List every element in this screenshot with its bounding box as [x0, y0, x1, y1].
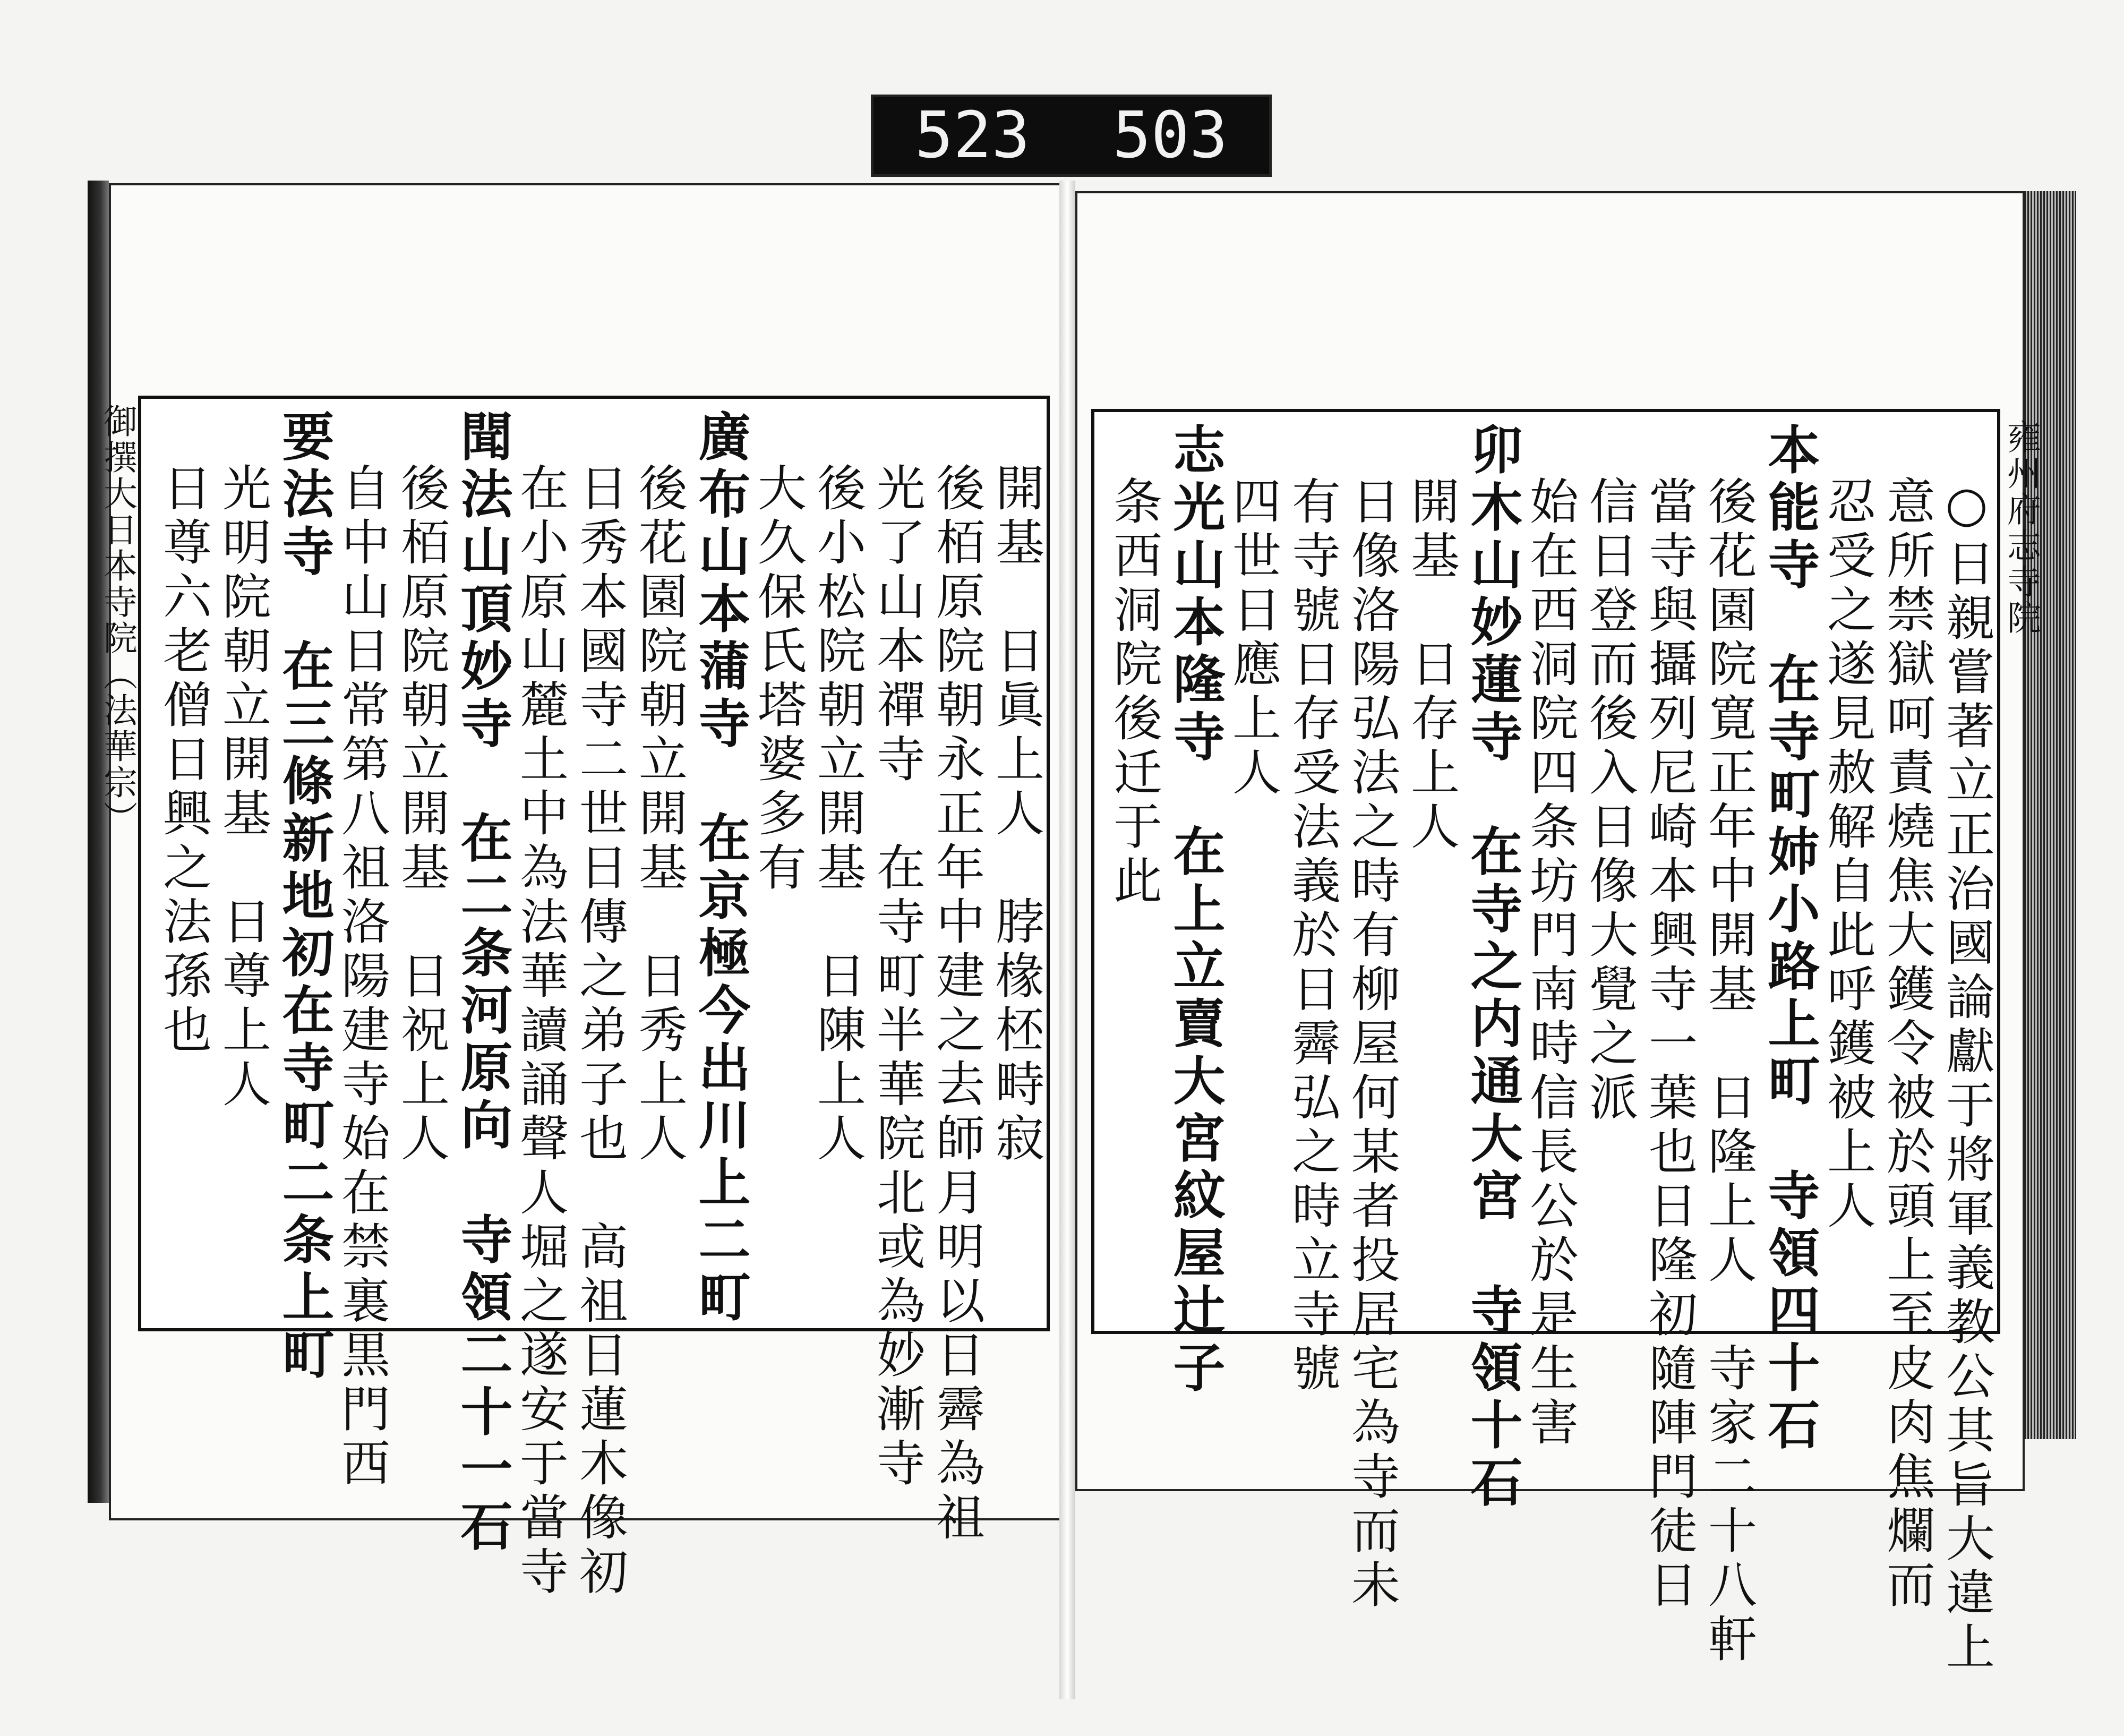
left-page-column: 光了山本禪寺 在寺町半華院北或為妙漸寺 — [869, 463, 926, 1492]
right-page-column: 条西洞院後迁于此 — [1106, 476, 1162, 909]
left-page-column: 後栢原院朝立開基 日祝上人 — [393, 463, 450, 1167]
right-page-column: 四世日應上人 — [1224, 476, 1281, 801]
catalog-number-left: 523 — [914, 99, 1030, 173]
right-page-column: 當寺與攝列尼崎本興寺一葉也日隆初隨陣門徒日 — [1641, 476, 1698, 1613]
right-page-column: 後花園院寛正年中開基 日隆上人 寺家二十八軒 — [1700, 476, 1757, 1667]
left-page-column: 日秀本國寺二世日傳之弟子也 高祖日蓮木像初 — [571, 463, 628, 1600]
left-page-column: 光明院朝立開基 日尊上人 — [215, 463, 271, 1113]
right-page-margin-title: 雍州府志寺院 — [2001, 420, 2041, 636]
left-page-column: 自中山日常第八祖洛陽建寺始在禁裏黒門西 — [333, 463, 390, 1492]
right-text-frame — [1091, 409, 2000, 1675]
right-page-column: 本能寺 在寺町姉小路上町 寺領四十石 — [1759, 423, 1820, 1455]
left-page-column: 聞法山頂妙寺 在二条河原向 寺領二十一石 — [452, 409, 513, 1557]
catalog-tag — [871, 95, 1272, 177]
gutter — [1059, 181, 1075, 1699]
left-page-margin-title: 御撰大日本寺院（法華宗） — [98, 404, 137, 837]
right-page-column: 忍受之遂見赦解自此呼鑊被上人 — [1819, 476, 1876, 1234]
catalog-number-right: 503 — [1112, 99, 1228, 173]
left-page-column: 後小松院朝立開基 日陳上人 — [809, 463, 866, 1167]
left-text-frame — [138, 396, 1050, 1600]
right-page-column: 意所禁獄呵責燒焦大鑊令被於頭上至皮肉焦爛而 — [1879, 476, 1935, 1613]
right-page-column: 開基 日存上人 — [1403, 476, 1460, 855]
right-page-column: 信日登而後入日像大覺之派 — [1581, 476, 1638, 1126]
left-page-column: 後栢原院朝永正年中建之去師月明以日霽為祖 — [928, 463, 985, 1546]
left-page-column: 大久保氏塔婆多有 — [750, 463, 807, 896]
right-page-column: 日像洛陽弘法之時有柳屋何某者投居宅為寺而未 — [1343, 476, 1400, 1613]
left-page-column: 後花園院朝立開基 日秀上人 — [631, 463, 688, 1167]
left-page-column: 廣布山本蒲寺 在京極今出川上二町 — [690, 409, 751, 1327]
left-page-column: 在小原山麓土中為法華讀誦聲人堀之遂安于當寺 — [512, 463, 569, 1600]
right-page-column: ○日親嘗著立正治國論獻于將軍義教公其旨大違上 — [1938, 476, 1995, 1675]
left-page-column: 開基 日眞上人 脖椽柸畤寂 — [988, 463, 1044, 1167]
right-page-column: 始在西洞院四条坊門南時信長公於是生害 — [1522, 476, 1579, 1451]
right-page-column: 有寺號日存受法義於日霽弘之時立寺號 — [1284, 476, 1341, 1397]
right-page-column: 志光山本隆寺 在上立賣大宮紋屋辻子 — [1164, 423, 1226, 1398]
right-page-column: 卯木山妙蓮寺 在寺之内通大宮 寺領十石 — [1462, 423, 1523, 1512]
left-page-column: 要法寺 在三條新地初在寺町二条上町 — [273, 409, 335, 1384]
left-page-column: 日尊六老僧日興之法孫也 — [155, 463, 212, 1058]
